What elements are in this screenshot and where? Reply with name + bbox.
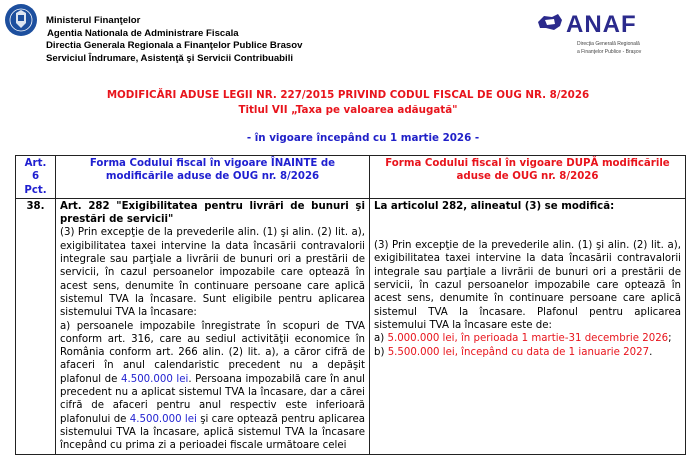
document-subtitle: Titlul VII „Taxa pe valoarea adăugată" xyxy=(238,104,458,116)
svg-text:ANAF: ANAF xyxy=(566,11,637,38)
header-after: Forma Codului fiscal în vigoare DUPĂ modificările aduse de OUG nr. 8/2026 xyxy=(370,156,686,199)
anaf-logo xyxy=(536,8,656,38)
institution-header xyxy=(46,15,302,65)
threshold-value: 4.500.000 lei xyxy=(121,373,189,385)
header-article-point: Art. 6 Pct. xyxy=(16,156,56,199)
after-item-a xyxy=(374,332,681,345)
table-header-row xyxy=(16,156,686,199)
before-text-cell xyxy=(56,198,370,454)
directorate-name: Directia Generala Regionala a Finanţelor Publice Brasov xyxy=(46,40,303,51)
service-name: Serviciul Îndrumare, Asistenţă şi Servicii Contribuabili xyxy=(46,52,294,64)
anaf-subtitle-line: a Finanţelor Publice - Braşov xyxy=(577,49,642,55)
threshold-value: 5.500.000 lei, începând cu data de 1 ianuarie 2027 xyxy=(387,346,650,358)
text: . Persoana impozabilă care în anul precedent nu a aplicat sistemul TVA la încasare, dar a cărei cifră de afaceri pentru anul respectiv este inferioară plafonului de xyxy=(60,373,365,425)
effective-date: - în vigoare începând cu 1 martie 2026 - xyxy=(246,132,480,144)
ministry-name: Ministerul Finanţelor xyxy=(46,15,141,26)
before-heading: Art. 282 "Exigibilitatea pentru livrări de bunuri şi prestări de servicii" xyxy=(60,200,365,226)
text: ; xyxy=(668,333,672,345)
header-before: Forma Codului fiscal în vigoare ÎNAINTE de modificările aduse de OUG nr. 8/2026 xyxy=(56,156,370,199)
document-title: MODIFICĂRI ADUSE LEGII NR. 227/2015 PRIVIND CODUL FISCAL DE OUG NR. 8/2026 xyxy=(106,89,590,101)
after-paragraph: (3) Prin excepţie de la prevederile alin. (1) şi alin. (2) lit. a), exigibilitatea taxei intervine la data încasării contravalorii integrale sau parţiale a livrării de bunuri ori a prestării de servicii, în cazul persoanelor impozabile care optează în acest sens, denumite în continuare persoane care aplică sistemul TVA la încasare. Plafonul pentru aplicarea sistemului TVA la încasare este de: xyxy=(374,240,681,331)
text: şi care optează pentru aplicarea sistemului TVA la încasare, aplică sistemul TVA la încasare începând cu prima zi a perioadei fiscale următoare celei xyxy=(60,413,365,452)
agency-name: Agentia Nationala de Administrare Fiscala xyxy=(47,27,239,39)
after-text-cell xyxy=(370,198,686,454)
before-paragraph: (3) Prin excepţie de la prevederile alin. (1) şi alin. (2) lit. a), exigibilitatea taxei intervine la data încasării contravalorii integrale sau parţiale a livrării de bunuri ori a prestării de servicii, în cazul persoanelor impozabile care optează în acest sens, denumite în continuare persoane care aplică sistemul TVA la încasare. Sunt eligibile pentru aplicarea sistemului TVA la încasare: xyxy=(60,227,365,319)
point-number: 38. xyxy=(16,198,56,454)
text: . xyxy=(649,346,653,358)
comparison-table xyxy=(15,155,686,455)
anaf-subtitle xyxy=(577,40,641,56)
government-seal-logo xyxy=(4,3,38,43)
text: a) persoanele impozabile înregistrate în scopuri de TVA conform art. 316, care au sediul activităţii economice în România conform art. 266 alin. (2) lit. a), a căror cifră de afaceri în anul calendaristic precedent nu a depăşit plafonul de xyxy=(60,320,365,385)
anaf-subtitle-line: Direcţia Generală Regională xyxy=(577,41,640,47)
after-item-b xyxy=(374,346,681,359)
before-item-a xyxy=(60,320,365,453)
threshold-value: 4.500.000 lei xyxy=(129,413,197,425)
table-row xyxy=(16,198,686,454)
threshold-value: 5.000.000 lei, în perioada 1 martie-31 decembrie 2026 xyxy=(387,333,669,345)
item-label: a) xyxy=(374,333,388,345)
after-heading: La articolul 282, alineatul (3) se modifică: xyxy=(374,200,615,212)
item-label: b) xyxy=(374,346,388,358)
